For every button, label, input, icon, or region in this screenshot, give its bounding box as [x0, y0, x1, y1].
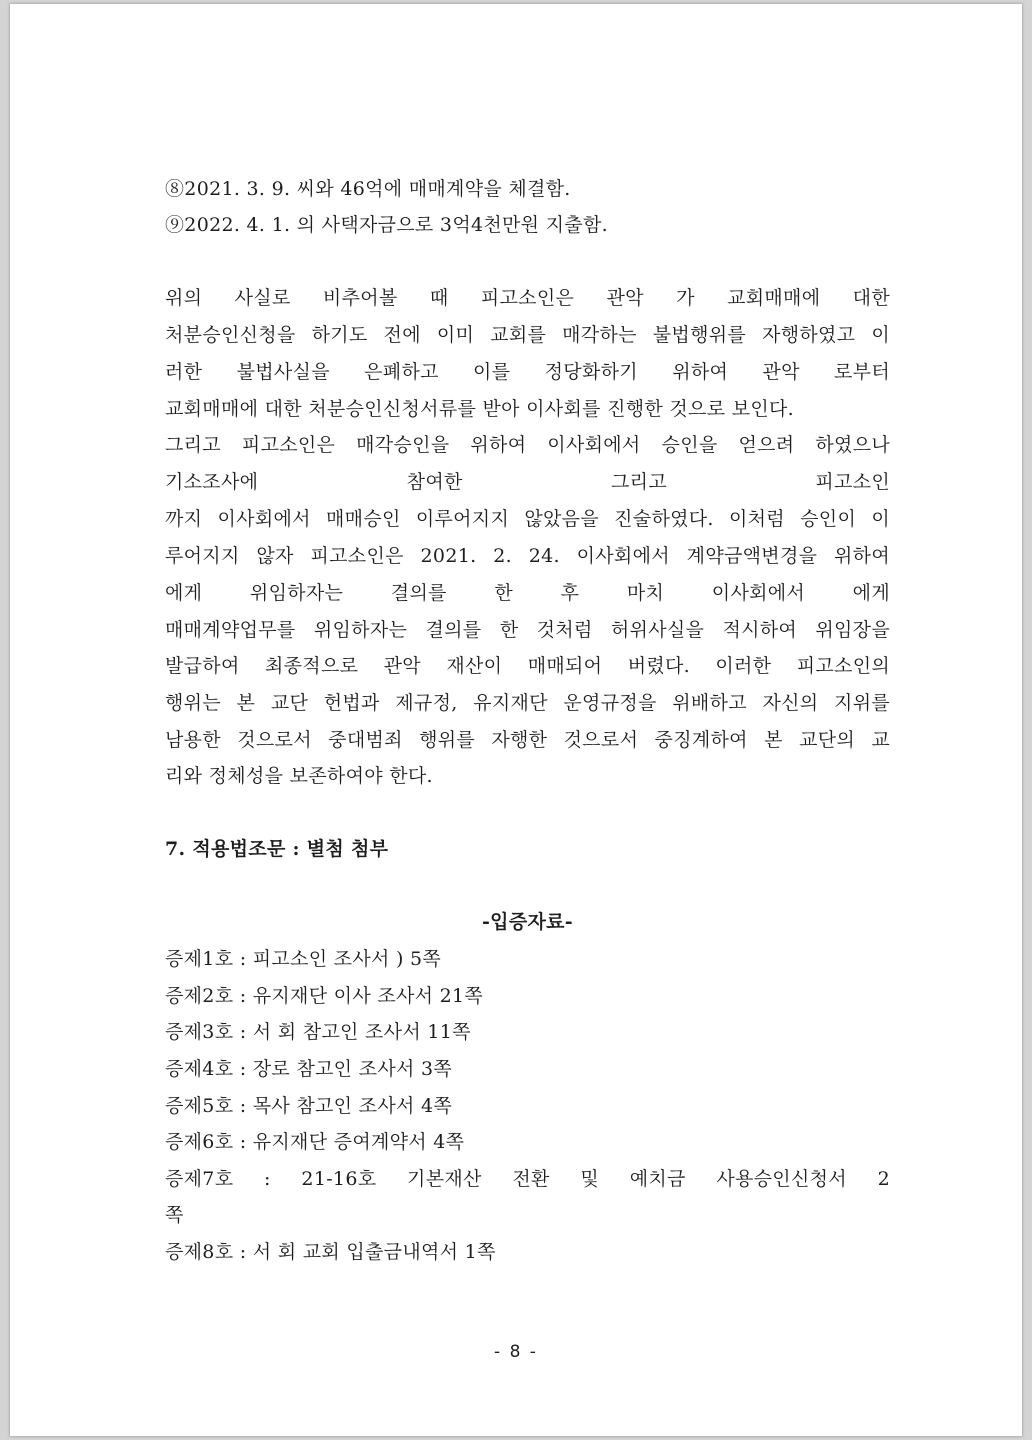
evidence-item-1: 증제1호 : 피고소인 조사서 ) 5쪽 — [165, 948, 442, 970]
paragraph2-line-6: 매매계약업무를 위임하자는 결의를 한 것처럼 허위사실을 적시하여 위임장을 — [165, 619, 890, 641]
paragraph2-line-4: 루어지지 않자 피고소인은 2021. 2. 24. 이사회에서 계약금액변경을 위하여 — [165, 545, 890, 567]
page-number: - 8 - — [494, 1342, 538, 1362]
paragraph2-line-3: 까지 이사회에서 매매승인 이루어지지 않았음을 진술하였다. 이처럼 승인이 이 — [165, 508, 890, 530]
item-9: ⑨2022. 4. 1. 의 사택자금으로 3억4천만원 지출함. — [165, 214, 608, 236]
document-page — [10, 4, 1022, 1436]
evidence-item-7-continued: 쪽 — [165, 1204, 184, 1226]
paragraph2-line-9: 남용한 것으로서 중대범죄 행위를 자행한 것으로서 중징계하여 본 교단의 교 — [165, 729, 890, 751]
evidence-item-3: 증제3호 : 서 회 참고인 조사서 11쪽 — [165, 1021, 471, 1043]
evidence-item-7: 증제7호 : 21-16호 기본재산 전환 및 예치금 사용승인신청서 2 — [165, 1168, 890, 1190]
paragraph1-line-1: 위의 사실로 비추어볼 때 피고소인은 관악 가 교회매매에 대한 — [165, 287, 890, 309]
evidence-item-8: 증제8호 : 서 회 교회 입출금내역서 1쪽 — [165, 1241, 496, 1263]
item-8: ⑧2021. 3. 9. 씨와 46억에 매매계약을 체결함. — [165, 178, 571, 200]
paragraph2-line-7: 발급하여 최종적으로 관악 재산이 매매되어 버렸다. 이러한 피고소인의 — [165, 655, 890, 677]
paragraph2-line-10: 리와 정체성을 보존하여야 한다. — [165, 765, 433, 787]
paragraph2-line-1: 그리고 피고소인은 매각승인을 위하여 이사회에서 승인을 얻으려 하였으나 — [165, 434, 890, 456]
evidence-title: -입증자료- — [482, 911, 573, 933]
paragraph2-line-5: 에게 위임하자는 결의를 한 후 마치 이사회에서 에게 — [165, 582, 890, 604]
paragraph1-line-2: 처분승인신청을 하기도 전에 이미 교회를 매각하는 불법행위를 자행하였고 이 — [165, 324, 890, 346]
evidence-item-4: 증제4호 : 장로 참고인 조사서 3쪽 — [165, 1058, 453, 1080]
evidence-item-6: 증제6호 : 유지재단 증여계약서 4쪽 — [165, 1131, 465, 1153]
section-7-heading: 7. 적용법조문 : 별첨 첨부 — [165, 838, 389, 860]
evidence-item-2: 증제2호 : 유지재단 이사 조사서 21쪽 — [165, 985, 484, 1007]
paragraph1-line-4: 교회매매에 대한 처분승인신청서류를 받아 이사회를 진행한 것으로 보인다. — [165, 398, 794, 420]
paragraph2-line-2: 기소조사에 참여한 그리고 피고소인 — [165, 471, 890, 493]
paragraph2-line-8: 행위는 본 교단 헌법과 제규정, 유지재단 운영규정을 위배하고 자신의 지위를 — [165, 692, 890, 714]
paragraph1-line-3: 러한 불법사실을 은폐하고 이를 정당화하기 위하여 관악 로부터 — [165, 361, 890, 383]
evidence-item-5: 증제5호 : 목사 참고인 조사서 4쪽 — [165, 1095, 453, 1117]
